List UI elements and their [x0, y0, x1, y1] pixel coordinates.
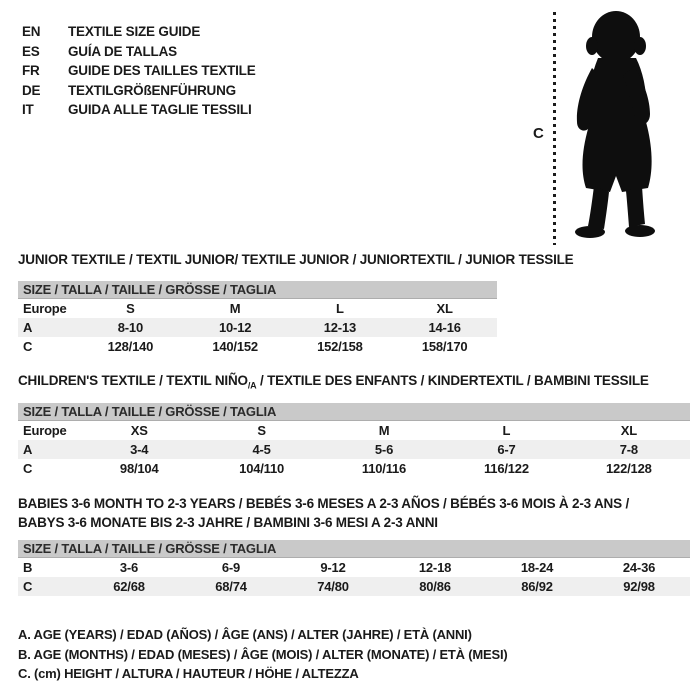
months-cell: 3-6	[119, 560, 139, 575]
height-measure-label: C	[533, 125, 544, 142]
height-cell: 92/98	[623, 579, 655, 594]
language-row-fr	[22, 61, 256, 81]
table-row-europe	[18, 421, 690, 440]
table-row-months	[18, 558, 690, 577]
height-cell: 74/80	[317, 579, 349, 594]
size-table-header-bar: SIZE / TALLA / TAILLE / GRÖSSE / TAGLIA	[18, 281, 497, 299]
language-label: TEXTILGRÖßENFÜHRUNG	[68, 82, 236, 98]
size-cell: XL	[436, 301, 453, 316]
legend-line-age-months: B. AGE (MONTHS) / EDAD (MESES) / ÂGE (MOIS) / ALTER (MONATE) / ETÀ (MESI)	[18, 646, 508, 662]
language-label: GUÍA DE TALLAS	[68, 43, 177, 59]
table-row-europe	[18, 299, 497, 318]
size-cell: XS	[130, 423, 148, 438]
babies-section-title	[18, 494, 629, 532]
size-cell: L	[502, 423, 511, 438]
language-row-it	[22, 100, 256, 120]
table-row-height	[18, 577, 690, 596]
language-code: DE	[22, 82, 41, 98]
age-cell: 8-10	[117, 320, 143, 335]
language-label: GUIDE DES TAILLES TEXTILE	[68, 63, 256, 79]
row-label: C	[23, 461, 33, 476]
row-label: C	[23, 339, 33, 354]
row-label: B	[23, 560, 33, 575]
language-row-en	[22, 22, 256, 42]
height-dotted-line	[553, 12, 556, 245]
months-cell: 6-9	[221, 560, 241, 575]
height-cell: 98/104	[119, 461, 159, 476]
months-cell: 9-12	[320, 560, 346, 575]
language-list	[22, 22, 256, 120]
size-cell: M	[229, 301, 241, 316]
height-cell: 80/86	[419, 579, 451, 594]
months-cell: 24-36	[622, 560, 656, 575]
size-cell: M	[378, 423, 390, 438]
table-row-age	[18, 440, 690, 459]
height-cell: 68/74	[215, 579, 247, 594]
language-code: EN	[22, 24, 41, 40]
table-row-height	[18, 337, 497, 356]
height-cell: 128/140	[107, 339, 154, 354]
children-title-part: CHILDREN'S TEXTILE / TEXTIL NIÑO	[18, 373, 248, 388]
size-cell: S	[257, 423, 266, 438]
babies-title-line2: BABYS 3-6 MONATE BIS 2-3 JAHRE / BAMBINI 3-6 MESI A 2-3 ANNI	[18, 515, 438, 530]
children-size-table	[18, 403, 690, 478]
children-title-part: / TEXTILE DES ENFANTS / KINDERTEXTIL / BAMBINI TESSILE	[256, 373, 649, 388]
age-cell: 12-13	[323, 320, 356, 335]
babies-size-table	[18, 540, 690, 596]
language-code: IT	[22, 102, 34, 118]
legend-line-age-years: A. AGE (YEARS) / EDAD (AÑOS) / ÂGE (ANS) / ALTER (JAHRE) / ETÀ (ANNI)	[18, 627, 472, 643]
height-cell: 122/128	[606, 461, 652, 476]
size-cell: XL	[620, 423, 637, 438]
height-cell: 104/110	[239, 461, 285, 476]
language-label: GUIDA ALLE TAGLIE TESSILI	[68, 102, 252, 118]
table-row-height	[18, 459, 690, 478]
language-code: FR	[22, 63, 40, 79]
size-table-header-bar: SIZE / TALLA / TAILLE / GRÖSSE / TAGLIA	[18, 403, 690, 421]
children-title-subscript: /A	[247, 380, 257, 391]
age-cell: 10-12	[219, 320, 252, 335]
age-cell: 5-6	[374, 442, 394, 457]
row-label: Europe	[23, 301, 67, 316]
legend	[18, 625, 508, 684]
language-label: TEXTILE SIZE GUIDE	[68, 24, 201, 40]
row-label: A	[23, 442, 33, 457]
height-cell: 140/152	[212, 339, 258, 354]
row-label: C	[23, 579, 33, 594]
row-label: Europe	[23, 423, 67, 438]
size-cell: L	[336, 301, 344, 316]
babies-title-line1: BABIES 3-6 MONTH TO 2-3 YEARS / BEBÉS 3-6 MESES A 2-3 AÑOS / BÉBÉS 3-6 MOIS À 2-3 ANS /	[18, 496, 629, 511]
height-cell: 86/92	[521, 579, 553, 594]
months-cell: 18-24	[520, 560, 554, 575]
row-label: A	[23, 320, 33, 335]
children-section-title	[18, 371, 649, 396]
size-table-header-bar: SIZE / TALLA / TAILLE / GRÖSSE / TAGLIA	[18, 540, 690, 558]
legend-line-height: C. (cm) HEIGHT / ALTURA / HAUTEUR / HÖHE / ALTEZZA	[18, 666, 359, 682]
height-cell: 116/122	[483, 461, 529, 476]
height-cell: 110/116	[361, 461, 407, 476]
language-row-es	[22, 42, 256, 62]
age-cell: 6-7	[497, 442, 516, 457]
language-row-de	[22, 81, 256, 101]
junior-size-table	[18, 281, 497, 356]
junior-section-title: JUNIOR TEXTILE / TEXTIL JUNIOR/ TEXTILE JUNIOR / JUNIORTEXTIL / JUNIOR TESSILE	[18, 252, 574, 267]
age-cell: 3-4	[130, 442, 149, 457]
language-code: ES	[22, 43, 40, 59]
table-row-age	[18, 318, 497, 337]
age-cell: 4-5	[252, 442, 271, 457]
height-cell: 62/68	[113, 579, 145, 594]
height-cell: 152/158	[317, 339, 363, 354]
toddler-silhouette-icon	[562, 10, 664, 240]
age-cell: 14-16	[428, 320, 461, 335]
height-cell: 158/170	[421, 339, 468, 354]
age-cell: 7-8	[619, 442, 638, 457]
months-cell: 12-18	[418, 560, 452, 575]
size-cell: S	[126, 301, 135, 316]
